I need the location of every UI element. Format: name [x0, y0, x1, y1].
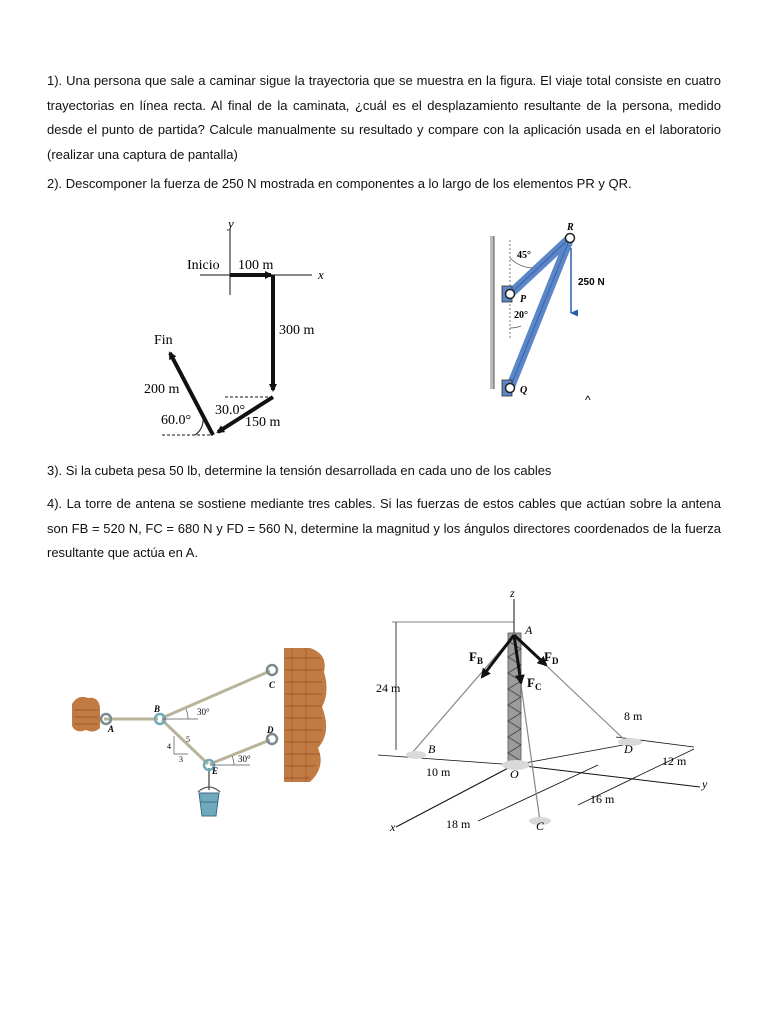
segment-1-label: 100 m: [238, 258, 274, 273]
dim-18-label: 18 m: [446, 817, 471, 831]
force-d-label: $F_D$: [544, 649, 559, 666]
point-c-label: C: [536, 819, 545, 833]
slope-4-label: 4: [167, 742, 171, 751]
label-c: C: [269, 680, 276, 690]
force-b-label: $F_B$: [469, 649, 483, 666]
dim-8-label: 8 m: [624, 709, 643, 723]
point-o-label: O: [510, 767, 519, 781]
slope-5-label: 5: [186, 735, 190, 744]
angle-2-label: 60.0°: [161, 413, 192, 428]
segment-2-label: 300 m: [279, 323, 315, 338]
segment-3-label: 150 m: [245, 415, 281, 430]
angle-b-label: 30°: [197, 707, 210, 717]
ground-line-c: [478, 765, 598, 821]
label-p: P: [520, 294, 527, 305]
point-b-label: B: [428, 742, 436, 756]
force-c-label: $F_C$: [527, 675, 542, 692]
dim-10-label: 10 m: [426, 765, 451, 779]
ring-c: [267, 665, 277, 675]
angle-b-arc: [186, 709, 188, 719]
end-label: Fin: [154, 333, 173, 348]
cable-bc: [162, 671, 270, 718]
point-d-label: D: [624, 742, 633, 756]
axis-x-label: x: [390, 820, 396, 834]
problem-2-text: 2). Descomponer la fuerza de 250 N mostrada en componentes a lo largo de los elementos PR y QR.: [47, 176, 632, 191]
problem-1-text: 1). Una persona que sale a caminar sigue la trayectoria que se muestra en la figura. El viaje total consiste en cuatro trayectorias en línea recta. Al final de la caminata, ¿cuál es el desplazamiento resultante de la persona, medido desde el punto de partida? Calcule manualmente su resultado y compare con la aplicación usada en el laboratorio (realizar una captura de pantalla): [47, 73, 721, 162]
x-axis-label: x: [318, 267, 324, 282]
pin-r: [566, 234, 575, 243]
caret-mark: ^: [585, 393, 591, 407]
pin-p: [506, 290, 515, 299]
problem-4-text: 4). La torre de antena se sostiene mediante tres cables. Si las fuerzas de estos cables que actúan sobre la antena son FB = 520 N, FC = 680 N y FD = 560 N, determine la magnitud y los ángulos directores coordenados de la fuerza resultante que actúa en A.: [47, 496, 721, 560]
height-label: 24 m: [376, 681, 401, 695]
bucket-cables-figure: [70, 632, 330, 822]
walking-path-figure: [140, 210, 340, 445]
angle-20-label: 20°: [514, 310, 528, 321]
problem-3-text: 3). Si la cubeta pesa 50 lb, determine la tensión desarrollada en cada uno de los cables: [47, 463, 552, 478]
wall: [490, 236, 494, 389]
axis-y-label: y: [702, 777, 708, 791]
angle-e-arc: [232, 756, 234, 765]
angle-45-label: 45°: [517, 250, 531, 261]
antenna-tower-figure: [368, 585, 718, 840]
y-axis-line: [516, 765, 700, 787]
label-e: E: [212, 766, 219, 776]
force-250-label: 250 N: [578, 277, 605, 288]
angle-1-label: 30.0°: [215, 403, 246, 418]
angle-20-arc: [510, 326, 521, 328]
dim-16-label: 16 m: [590, 792, 615, 806]
ground-line-b: [378, 755, 516, 765]
bucket: [198, 787, 220, 816]
label-r: R: [567, 222, 574, 233]
right-wall: [284, 648, 327, 782]
label-d: D: [267, 725, 274, 735]
members-force-figure: [488, 218, 623, 407]
start-label: Inicio: [187, 258, 220, 273]
tower: [508, 633, 521, 765]
ground-shadow-b: [406, 751, 426, 759]
segment-4-label: 200 m: [144, 382, 180, 397]
left-wall: [72, 697, 100, 732]
slope-3-label: 3: [179, 755, 183, 764]
y-axis-label: y: [228, 216, 234, 231]
angle-2-arc: [195, 418, 203, 435]
angle-e-label: 30°: [238, 754, 251, 764]
label-q: Q: [520, 385, 528, 396]
axis-z-label: z: [510, 586, 515, 600]
label-b: B: [154, 704, 161, 714]
label-a: A: [108, 724, 115, 734]
point-a-label: A: [525, 623, 533, 637]
pin-q: [506, 384, 515, 393]
dim-12-label: 12 m: [662, 754, 687, 768]
